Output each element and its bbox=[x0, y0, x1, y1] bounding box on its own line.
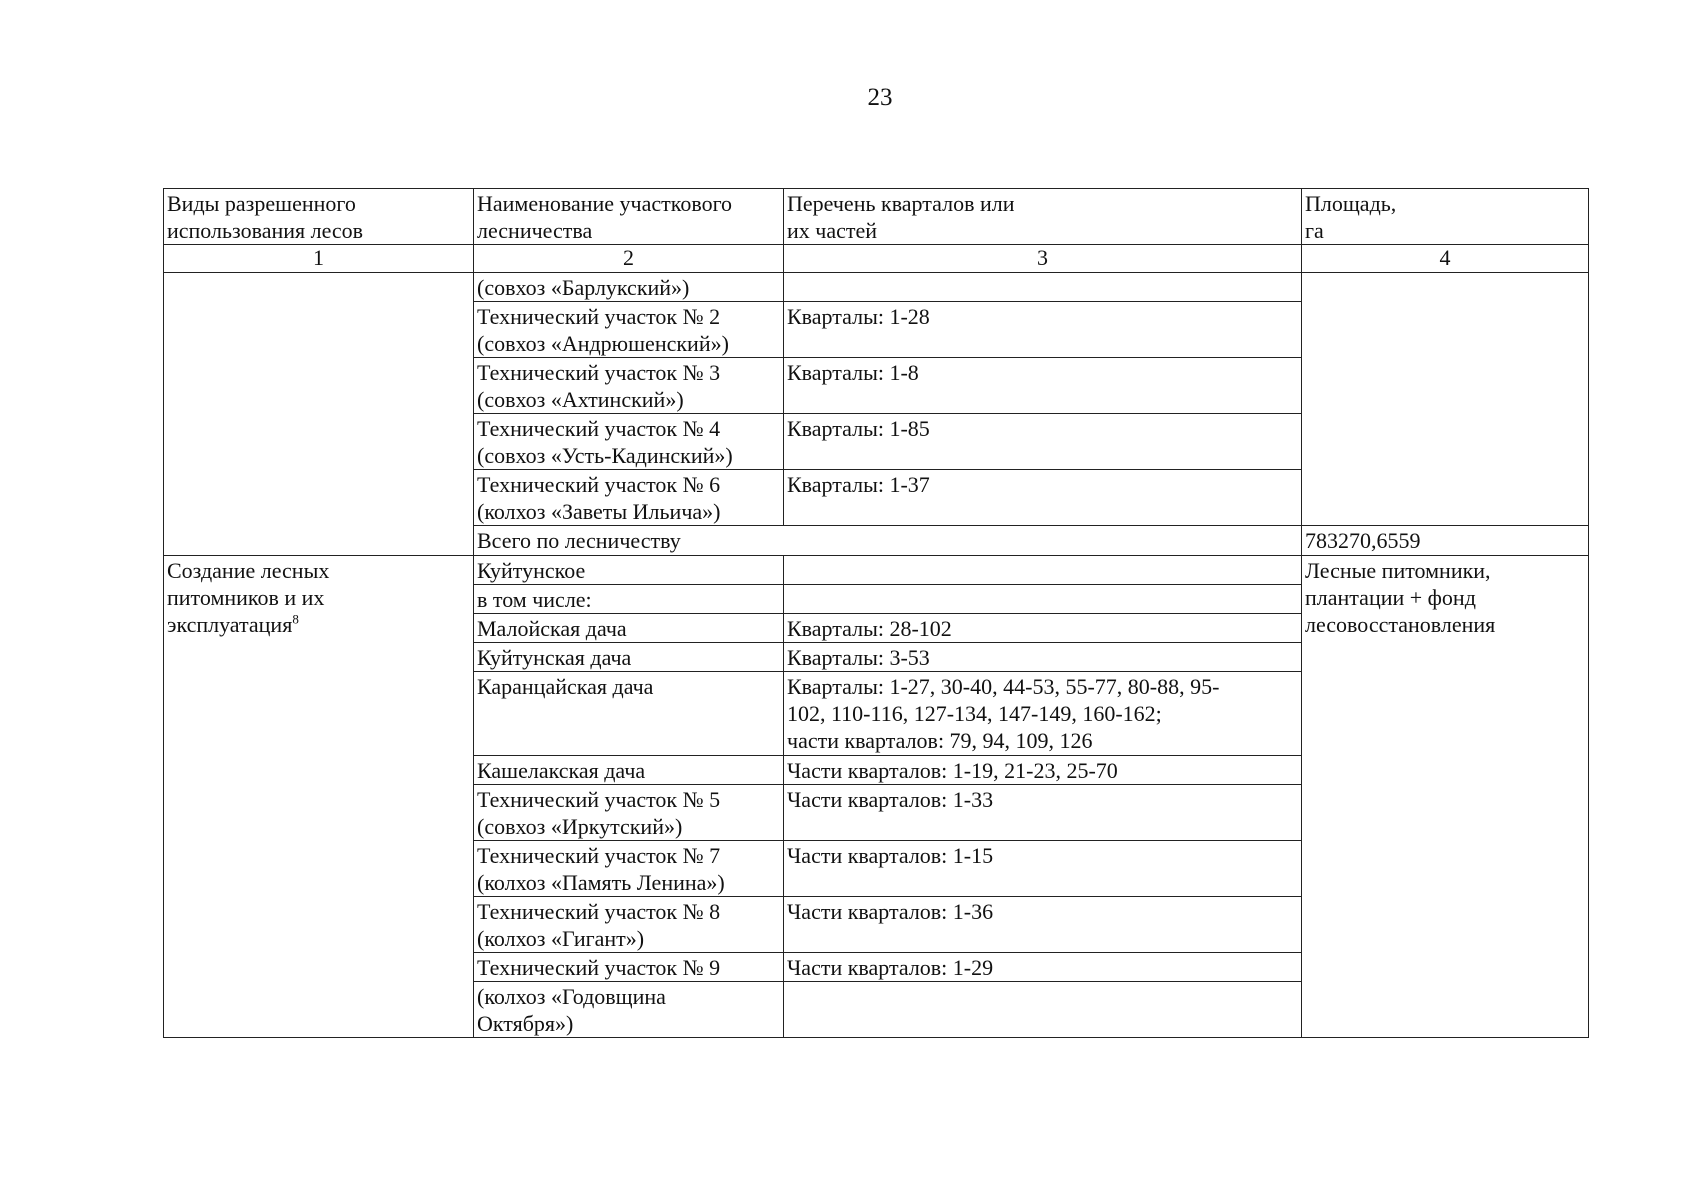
forestry-name-cell: Технический участок № 7 (колхоз «Память Ленина») bbox=[474, 841, 784, 897]
forestry-name-cell: Куйтунское bbox=[474, 556, 784, 585]
quarters-cell: Части кварталов: 1-36 bbox=[784, 897, 1302, 953]
forestry-name-cell: Технический участок № 2 (совхоз «Андрюшенский») bbox=[474, 302, 784, 358]
quarters-cell: Кварталы: 1-37 bbox=[784, 470, 1302, 526]
quarters-cell: Кварталы: 3-53 bbox=[784, 643, 1302, 672]
column-number-2: 2 bbox=[474, 245, 784, 273]
column-number-row bbox=[164, 245, 1589, 273]
page-number: 23 bbox=[867, 84, 893, 111]
footnote-marker: 8 bbox=[292, 611, 299, 627]
quarters-cell bbox=[784, 982, 1302, 1038]
total-label: Всего по лесничеству bbox=[474, 526, 1302, 556]
table-row bbox=[164, 556, 1589, 585]
forestry-name-cell: (совхоз «Барлукский») bbox=[474, 273, 784, 302]
forestry-name-cell: (колхоз «Годовщина Октября») bbox=[474, 982, 784, 1038]
forestry-name-cell: Кашелакская дача bbox=[474, 756, 784, 785]
forestry-name-cell: Технический участок № 6 (колхоз «Заветы Ильича») bbox=[474, 470, 784, 526]
forestry-name-cell: Куйтунская дача bbox=[474, 643, 784, 672]
quarters-cell: Кварталы: 1-27, 30-40, 44-53, 55-77, 80-88, 95- 102, 110-116, 127-134, 147-149, 160-162; части кварталов: 79, 94, 109, 126 bbox=[784, 672, 1302, 756]
header-use-type: Виды разрешенного использования лесов bbox=[164, 189, 474, 245]
forestry-name-cell: Каранцайская дача bbox=[474, 672, 784, 756]
quarters-cell bbox=[784, 556, 1302, 585]
quarters-cell bbox=[784, 585, 1302, 614]
forestry-name-cell: Технический участок № 5 (совхоз «Иркутский») bbox=[474, 785, 784, 841]
total-area: 783270,6559 bbox=[1302, 526, 1589, 556]
forestry-name-cell: в том числе: bbox=[474, 585, 784, 614]
forestry-name-cell: Технический участок № 3 (совхоз «Ахтинский») bbox=[474, 358, 784, 414]
forest-use-table bbox=[163, 188, 1589, 1038]
forestry-name-cell: Технический участок № 8 (колхоз «Гигант») bbox=[474, 897, 784, 953]
header-forestry-name: Наименование участкового лесничества bbox=[474, 189, 784, 245]
forestry-name-cell: Технический участок № 9 bbox=[474, 953, 784, 982]
header-row bbox=[164, 189, 1589, 245]
quarters-cell: Кварталы: 1-85 bbox=[784, 414, 1302, 470]
quarters-cell: Части кварталов: 1-29 bbox=[784, 953, 1302, 982]
column-number-4: 4 bbox=[1302, 245, 1589, 273]
forestry-name-cell: Малойская дача bbox=[474, 614, 784, 643]
quarters-cell: Кварталы: 28-102 bbox=[784, 614, 1302, 643]
quarters-cell bbox=[784, 273, 1302, 302]
quarters-cell: Части кварталов: 1-19, 21-23, 25-70 bbox=[784, 756, 1302, 785]
area-cell-empty bbox=[1302, 273, 1589, 526]
column-number-3: 3 bbox=[784, 245, 1302, 273]
quarters-cell: Кварталы: 1-28 bbox=[784, 302, 1302, 358]
quarters-cell: Части кварталов: 1-33 bbox=[784, 785, 1302, 841]
forestry-name-cell: Технический участок № 4 (совхоз «Усть-Кадинский») bbox=[474, 414, 784, 470]
header-quarters-list: Перечень кварталов или их частей bbox=[784, 189, 1302, 245]
use-type-text: Создание лесных питомников и их эксплуатация bbox=[167, 558, 330, 637]
quarters-cell: Кварталы: 1-8 bbox=[784, 358, 1302, 414]
use-type-cell bbox=[164, 556, 474, 1038]
quarters-cell: Части кварталов: 1-15 bbox=[784, 841, 1302, 897]
header-area: Площадь, га bbox=[1302, 189, 1589, 245]
table-row bbox=[164, 273, 1589, 302]
column-number-1: 1 bbox=[164, 245, 474, 273]
use-type-cell-empty bbox=[164, 273, 474, 556]
area-description-cell: Лесные питомники, плантации + фонд лесовосстановления bbox=[1302, 556, 1589, 1038]
